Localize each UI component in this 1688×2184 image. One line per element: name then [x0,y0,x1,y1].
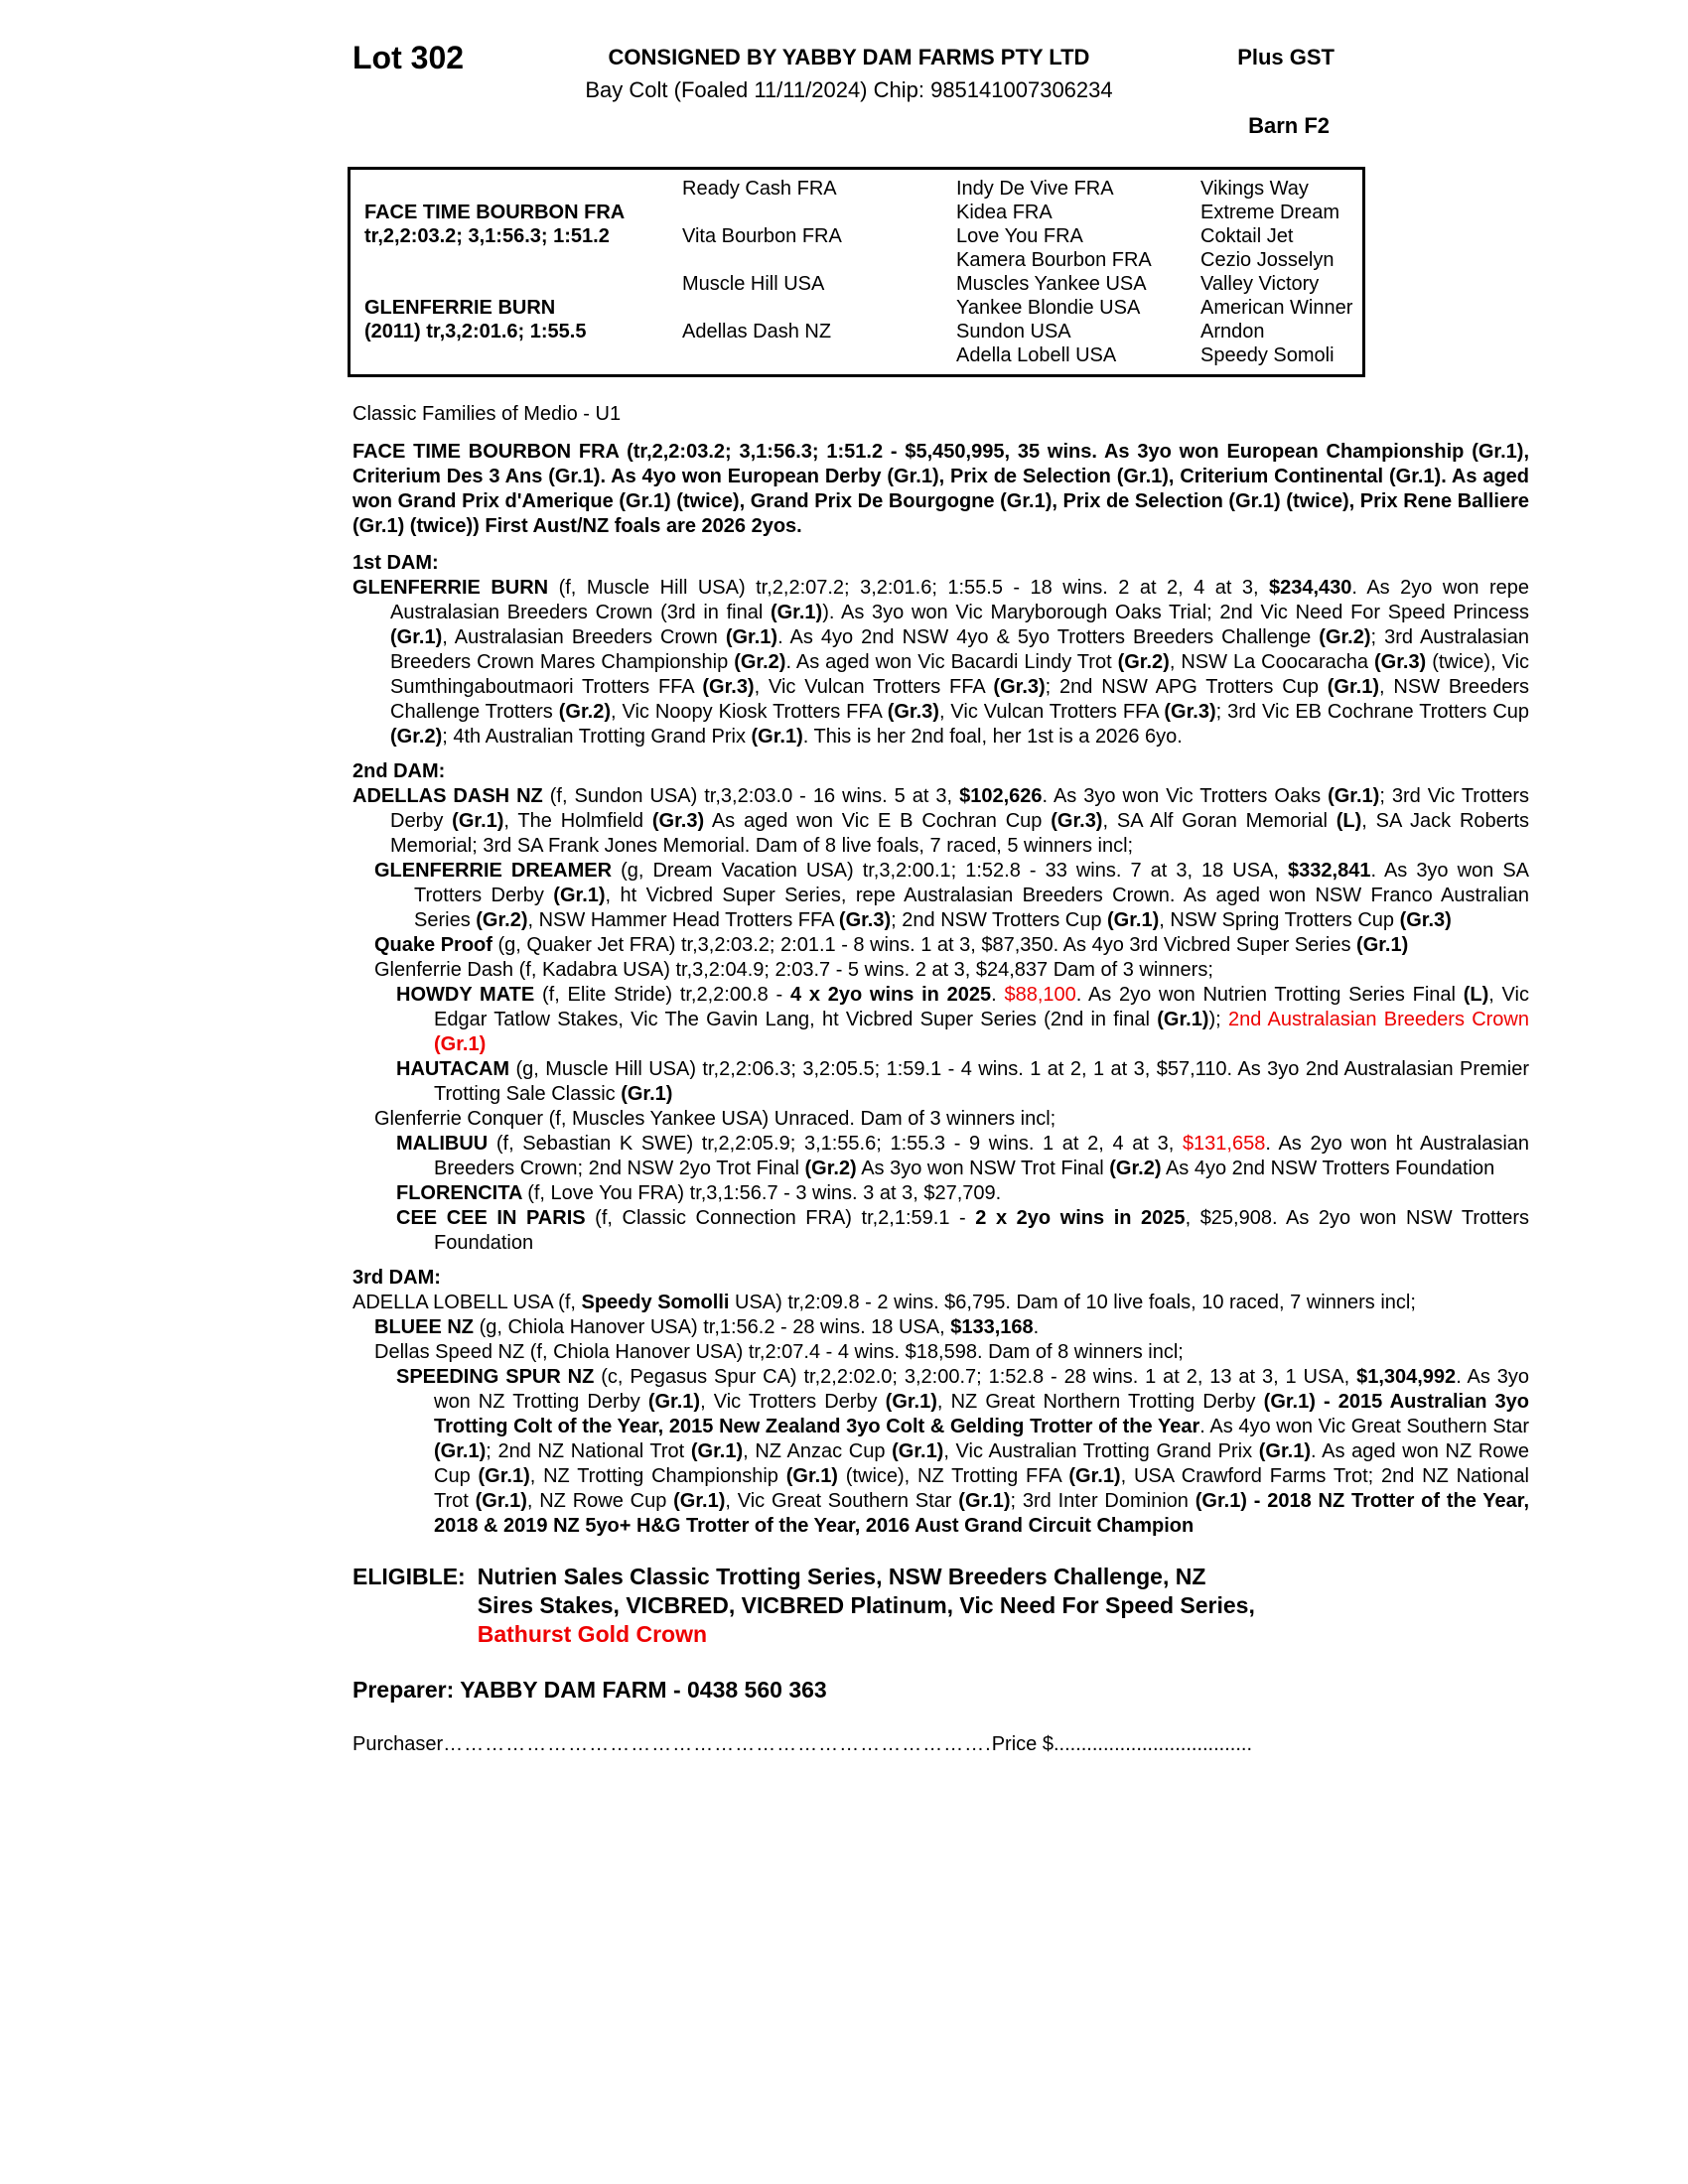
pedigree-row [351,343,1404,367]
adella-lobell-paragraph [352,1291,1529,1315]
text-run: SPEEDING SPUR NZ [396,1366,602,1388]
pedigree-cell [351,343,668,367]
text-run: . [991,984,1005,1006]
text-run: , NSW Spring Trotters Cup [1159,909,1400,931]
text-run: (g, Dream Vacation USA) tr,3,2:00.1; 1:52.8 - 33 wins. 7 at 3, 18 USA, [621,860,1289,882]
text-run: , Australasian Breeders Crown [442,626,726,648]
pedigree-row [351,320,1404,343]
text-run: , Vic Vulcan Trotters FFA [938,701,1165,723]
pedigree-cell: Love You FRA [956,225,1083,247]
gst-note: Plus GST [1237,45,1335,69]
text-run: $332,841 [1288,860,1371,882]
third-dam-heading: 3rd DAM: [352,1267,441,1289]
text-run: (Gr.3) [651,810,705,832]
adellas-dash-paragraph [352,784,1529,859]
pedigree-cell: Speedy Somoli [1200,344,1335,366]
text-run: , NZ Great Northern Trotting Derby [936,1391,1264,1413]
purchaser-label: Purchaser [352,1733,444,1755]
text-run: $234,430 [1269,577,1352,599]
text-run: ); [1208,1009,1228,1030]
text-run: . As aged won NZ Rowe Cup [434,1440,1529,1487]
text-run: ; 2nd NSW Trotters Cup [891,909,1108,931]
text-run: (Gr.3) [1164,701,1216,723]
text-run: , NSW Breeders Challenge Trotters [390,676,1529,723]
text-run: . As 2yo won Nutrien Trotting Series Final [1075,984,1464,1006]
eligibility-line: Sires Stakes, VICBRED, VICBRED Platinum, Vic Need For Speed Series, [477,1592,1255,1618]
text-run: (Gr.1) [725,626,778,648]
text-run: , Vic Australian Trotting Grand Prix [943,1440,1259,1462]
second-dam-heading: 2nd DAM: [352,760,446,782]
text-run: (Gr.2) [1319,626,1371,648]
pedigree-row [351,272,1404,296]
text-run: (L) [1463,984,1489,1006]
pedigree-cell: Kidea FRA [956,202,1053,223]
lot-number: Lot 302 [352,40,465,75]
glenferrie-burn-paragraph [352,576,1529,750]
text-run: Speedy Somolli [581,1292,730,1313]
text-run: (Gr.1) [1356,934,1409,956]
text-run: As aged won Vic E B Cochran Cup [704,810,1052,832]
pedigree-cell [351,248,668,272]
pedigree-cell: Valley Victory [1200,273,1320,295]
eligibility-line: Nutrien Sales Classic Trotting Series, NSW Breeders Challenge, NZ [477,1564,1206,1589]
text-run: , USA Crawford Farms Trot; 2nd NZ National Trot [434,1465,1530,1512]
pedigree-cell [668,343,942,367]
text-run: (Gr.1) [1107,909,1160,931]
pedigree-row [351,201,1404,224]
text-run: HOWDY MATE [396,984,542,1006]
text-run: ; 4th Australian Trotting Grand Prix [442,726,752,748]
text-run: (c, Pegasus Spur CA) tr,2,2:02.0; 3,2:00.7; 1:52.8 - 28 wins. 1 at 2, 13 at 3, 1 USA, [601,1366,1357,1388]
text-run: (Gr.1) [475,1490,527,1512]
bluee-paragraph [352,1315,1529,1340]
pedigree-cell: Kamera Bourbon FRA [956,249,1152,271]
text-run: 2 x 2yo wins in 2025 [975,1207,1186,1229]
quake-proof-paragraph [352,933,1529,958]
text-run: (Gr.1) [690,1440,744,1462]
text-run: . As 3yo won Vic Trotters Oaks [1042,785,1329,807]
text-run: Glenferrie Dash (f, Kadabra USA) tr,3,2:04.9; 2:03.7 - 5 wins. 2 at 3, $24,837 Dam of 3 winners; [374,959,1213,981]
text-run: (Gr.1) [647,1391,701,1413]
eligibility-label: ELIGIBLE: [352,1564,466,1589]
page-content [352,40,1529,1756]
price-label: Price $ [991,1733,1054,1755]
text-run: , Vic Edgar Tatlow Stakes, Vic The Gavin Lang, ht Vicbred Super Series (2nd in final [434,984,1529,1030]
text-run: MALIBUU [396,1133,496,1155]
pedigree-cell: Adella Lobell USA [956,344,1117,366]
text-run: ; 3rd Australasian Breeders Crown Mares Championship [390,626,1530,673]
first-dam-heading: 1st DAM: [352,552,439,574]
florencita-paragraph [352,1181,1529,1206]
pedigree-cell: GLENFERRIE BURN [364,297,556,319]
sire-summary-paragraph [352,440,1529,539]
text-run: (Gr.2) [734,651,786,673]
pedigree-cell: Muscles Yankee USA [956,273,1147,295]
text-run: , NZ Rowe Cup [526,1490,674,1512]
pedigree-cell: (2011) tr,3,2:01.6; 1:55.5 [364,321,587,342]
text-run: (Gr.1) [885,1391,937,1413]
text-run: (Gr.3) [838,909,892,931]
text-run: (Gr.1) [785,1465,838,1487]
text-run: , SA Jack Roberts Memorial; 3rd SA Frank Jones Memorial. Dam of 8 live foals, 7 raced, 5 winners incl; [390,810,1529,857]
text-run: (Gr.1) [1327,676,1379,698]
text-run: (f, Classic Connection FRA) tr,2,1:59.1 - [595,1207,976,1229]
pedigree-box [348,167,1365,377]
text-run: (Gr.1) [770,602,823,623]
text-run: Quake Proof [374,934,498,956]
text-run: . As aged won Vic Bacardi Lindy Trot [785,651,1118,673]
text-run: USA) tr,2:09.8 - 2 wins. $6,795. Dam of 10 live foals, 10 raced, 7 winners incl; [729,1292,1416,1313]
text-run: , NSW La Coocaracha [1169,651,1374,673]
text-run: ; 3rd Inter Dominion [1010,1490,1196,1512]
text-run: (Gr.2) [558,701,611,723]
pedigree-row [351,177,1404,201]
howdy-mate-paragraph [352,983,1529,1057]
text-run: (Gr.2) [390,726,443,748]
text-run: (Gr.1) [452,810,504,832]
pedigree-cell: Sundon USA [956,321,1071,342]
price-dotted-rule: .................................... [1053,1733,1253,1755]
text-run: (Gr.2) [804,1158,857,1179]
pedigree-cell [668,201,942,224]
pedigree-cell: Cezio Josselyn [1200,249,1335,271]
eligibility-line-red: Bathurst Gold Crown [477,1621,708,1647]
pedigree-cell: Indy De Vive FRA [956,178,1114,200]
pedigree-cell: FACE TIME BOURBON FRA [364,202,626,223]
pedigree-cell: Coktail Jet [1200,225,1294,247]
eligibility-lines [478,1563,1255,1649]
text-run: (Gr.2) [1109,1158,1162,1179]
text-run: $1,304,992 [1356,1366,1457,1388]
purchaser-dotted-rule: ……………………………………………………………………. [443,1733,992,1755]
text-run: $88,100 [1004,984,1076,1006]
text-run: (Gr.1) [434,1033,487,1055]
family-line: Classic Families of Medio - U1 [352,403,622,425]
text-run: BLUEE NZ [374,1316,480,1338]
pedigree-table [351,177,1404,367]
text-run: , SA Alf Goran Memorial [1102,810,1336,832]
text-run: (Gr.1) [553,885,606,906]
text-run: As 3yo won NSW Trot Final [856,1158,1110,1179]
text-run: (Gr.3) [993,676,1046,698]
text-run: (Gr.3) [702,676,755,698]
text-run: (Gr.1) [621,1083,673,1105]
glenferrie-conquer-paragraph [352,1107,1529,1132]
eligibility-block [352,1563,1529,1649]
pedigree-row [351,248,1404,272]
text-run: . As 3yo won NZ Trotting Derby [434,1366,1529,1413]
text-run: , NSW Hammer Head Trotters FFA [527,909,839,931]
text-run: (Gr.1) [434,1440,487,1462]
text-run: , Vic Noopy Kiosk Trotters FFA [611,701,888,723]
consignor-title: CONSIGNED BY YABBY DAM FARMS PTY LTD [608,45,1090,69]
text-run: ; 2nd NZ National Trot [486,1440,691,1462]
dellas-speed-paragraph [352,1340,1529,1365]
text-run: (f, Sundon USA) tr,3,2:03.0 - 16 wins. 5 at 3, [549,785,960,807]
preparer-line: Preparer: YABBY DAM FARM - 0438 560 363 [352,1677,827,1703]
pedigree-cell [351,272,668,296]
text-run: , Vic Vulcan Trotters FFA [754,676,994,698]
text-run: GLENFERRIE BURN [352,577,559,599]
text-run: (Gr.2) [476,909,528,931]
text-run: (Gr.1) - 2015 Australian 3yo Trotting Colt of the Year, 2015 New Zealand 3yo Colt & Gelding Trotter of the Year [434,1391,1530,1437]
text-run: (Gr.2) [1117,651,1170,673]
page-header [352,40,1529,167]
glenferrie-dash-paragraph [352,958,1529,983]
text-run: (f, Love You FRA) tr,3,1:56.7 - 3 wins. 3 at 3, $27,709. [527,1182,1002,1204]
pedigree-cell: Ready Cash FRA [682,178,837,200]
text-run: (Gr.1) - 2018 NZ Trotter of the Year, 2018 & 2019 NZ 5yo+ H&G Trotter of the Year, 2016 Aust Grand Circuit Champion [434,1490,1529,1537]
barn-number: Barn F2 [1248,113,1330,138]
text-run: As 4yo 2nd NSW Trotters Foundation [1161,1158,1495,1179]
pedigree-cell: Yankee Blondie USA [956,297,1141,319]
text-run: . As 2yo won repe Australasian Breeders Crown (3rd in final [390,577,1530,623]
text-run: 2nd Australasian Breeders Crown [1227,1009,1529,1030]
pedigree-cell: Vikings Way [1200,178,1309,200]
text-run: ADELLA LOBELL USA (f, [352,1292,582,1313]
text-run: ). As 3yo won Vic Maryborough Oaks Trial; 2nd Vic Need For Speed Princess [822,602,1529,623]
pedigree-cell [668,296,942,320]
pedigree-cell: Arndon [1200,321,1265,342]
text-run: (Gr.1) [1258,1440,1312,1462]
text-run: GLENFERRIE DREAMER [374,860,622,882]
text-run: ; 2nd NSW APG Trotters Cup [1045,676,1328,698]
text-run: (Gr.1) [390,626,443,648]
text-run: , Vic Trotters Derby [700,1391,886,1413]
text-run: (twice), NZ Trotting FFA [837,1465,1069,1487]
malibuu-paragraph [352,1132,1529,1181]
text-run: , NZ Trotting Championship [529,1465,786,1487]
text-run: Glenferrie Conquer (f, Muscles Yankee USA) Unraced. Dam of 3 winners incl; [374,1108,1056,1130]
text-run: (f, Sebastian K SWE) tr,2,2:05.9; 3,1:55.6; 1:55.3 - 9 wins. 1 at 2, 4 at 3, [495,1133,1183,1155]
text-run: . As 4yo 2nd NSW 4yo & 5yo Trotters Breeders Challenge [777,626,1320,648]
text-run: (Gr.3) [1051,810,1103,832]
text-run: (f, Elite Stride) tr,2,2:00.8 - [541,984,790,1006]
text-run: (Gr.1) [751,726,803,748]
text-run: (Gr.1) [1328,785,1380,807]
text-run: (Gr.3) [1399,909,1452,931]
pedigree-cell: Vita Bourbon FRA [682,225,842,247]
text-run: . As 2yo won ht Australasian Breeders Crown; 2nd NSW 2yo Trot Final [434,1133,1530,1179]
text-run: . [1033,1316,1040,1338]
pedigree-row [351,224,1404,248]
text-run: . This is her 2nd foal, her 1st is a 2026 6yo. [802,726,1183,748]
text-run: (g, Chiola Hanover USA) tr,1:56.2 - 28 wins. 18 USA, [479,1316,951,1338]
text-run: (Gr.1) [1068,1465,1121,1487]
hautacam-paragraph [352,1057,1529,1107]
text-run: (g, Quaker Jet FRA) tr,3,2:03.2; 2:01.1 - 8 wins. 1 at 3, $87,350. As 4yo 3rd Vicbred Super Series [497,934,1357,956]
text-run: (Gr.1) [958,1490,1011,1512]
pedigree-cell [668,248,942,272]
consignor-block [501,45,1196,103]
text-run: FLORENCITA [396,1182,528,1204]
glenferrie-dreamer-paragraph [352,859,1529,933]
text-run: $131,658 [1182,1133,1266,1155]
text-run: . As 3yo won SA Trotters Derby [414,860,1529,906]
text-run: FACE TIME BOURBON FRA (tr,2,2:03.2; 3,1:56.3; 1:51.2 - $5,450,995, 35 wins. As 3yo won European Championship (Gr.1), Criterium Des 3 Ans (Gr.1). As 4yo won European Derby (Gr.1), Prix de Selection (Gr.1), Criterium Continental (Gr.1). As aged won Grand Prix d'Amerique (Gr.1) (twice), Grand Prix De Bourgogne (Gr.1), Prix de Selection (Gr.1) (twice), Prix Rene Balliere (Gr.1) (twice)) First Aust/NZ foals are 2026 2yos. [352,441,1529,537]
text-run: ; 3rd Vic Trotters Derby [390,785,1529,832]
pedigree-cell: tr,2,2:03.2; 3,1:56.3; 1:51.2 [364,225,610,247]
text-run: (Gr.1) [673,1490,726,1512]
pedigree-cell: Adellas Dash NZ [682,321,832,342]
text-run: ; 3rd Vic EB Cochrane Trotters Cup [1215,701,1530,723]
text-run: $133,168 [950,1316,1034,1338]
text-run: (Gr.1) [1157,1009,1209,1030]
text-run: , $25,908. As 2yo won NSW Trotters Foundation [434,1207,1530,1254]
text-run: Dellas Speed NZ (f, Chiola Hanover USA) tr,2:07.4 - 4 wins. $18,598. Dam of 8 winners incl; [374,1341,1184,1363]
text-run: , NZ Anzac Cup [743,1440,893,1462]
text-run: (f, Muscle Hill USA) tr,2,2:07.2; 3,2:01.6; 1:55.5 - 18 wins. 2 at 2, 4 at 3, [558,577,1269,599]
pedigree-cell: Muscle Hill USA [682,273,825,295]
text-run: . As 4yo won Vic Great Southern Star [1199,1416,1529,1437]
text-run: (L) [1336,810,1362,832]
text-run: (Gr.1) [478,1465,530,1487]
text-run: HAUTACAM [396,1058,516,1080]
text-run: , ht Vicbred Super Series, repe Australasian Breeders Crown. As aged won NSW Franco Australian Series [414,885,1529,931]
pedigree-cell: Extreme Dream [1200,202,1340,223]
text-run: (g, Muscle Hill USA) tr,2,2:06.3; 3,2:05.5; 1:59.1 - 4 wins. 1 at 2, 1 at 3, $57,110. As 3yo 2nd Australasian Premier Trotting Sale Classic [434,1058,1529,1105]
text-run: 4 x 2yo wins in 2025 [789,984,992,1006]
text-run: (Gr.1) [892,1440,944,1462]
text-run: $102,626 [959,785,1043,807]
speeding-spur-paragraph [352,1365,1529,1539]
pedigree-cell: American Winner [1200,297,1353,319]
pedigree-cell [351,177,668,201]
text-run: , Vic Great Southern Star [725,1490,959,1512]
text-run: , The Holmfield [503,810,652,832]
text-run: CEE CEE IN PARIS [396,1207,596,1229]
text-run: (Gr.3) [887,701,939,723]
purchaser-line [352,1733,1529,1756]
text-run: (Gr.3) [1373,651,1427,673]
foal-details: Bay Colt (Foaled 11/11/2024) Chip: 985141007306234 [585,77,1113,102]
cee-cee-in-paris-paragraph [352,1206,1529,1256]
text-run: (twice), Vic Sumthingaboutmaori Trotters FFA [390,651,1530,698]
pedigree-row [351,296,1404,320]
text-run: ADELLAS DASH NZ [352,785,550,807]
pedigree-text [352,440,1529,1539]
